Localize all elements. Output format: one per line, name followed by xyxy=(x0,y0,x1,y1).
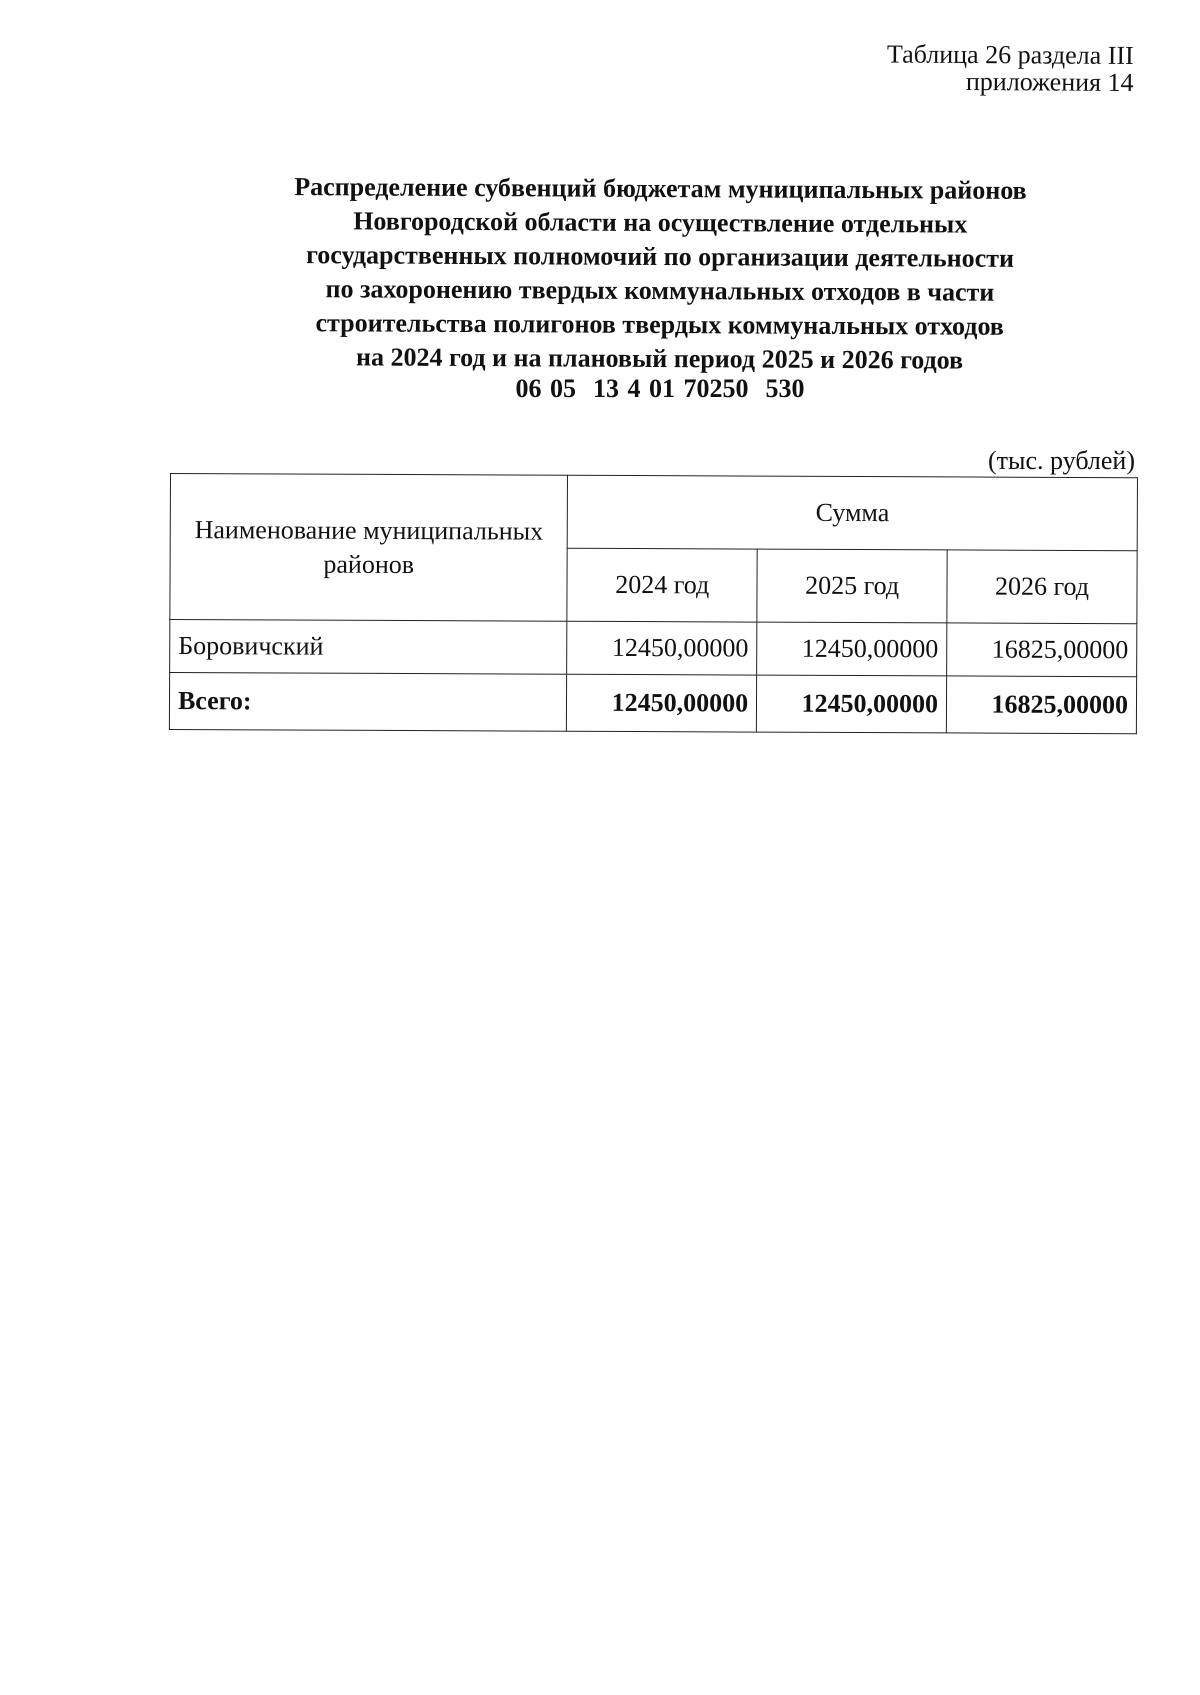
title-line: Распределение субвенций бюджетам муниципальных районов xyxy=(294,172,1027,205)
title-line: государственных полномочий по организации деятельности xyxy=(306,240,1015,273)
budget-classification-code: 06 05 13 4 01 70250 530 xyxy=(515,374,805,403)
amount-2026: 16825,00000 xyxy=(947,623,1137,677)
subvention-table xyxy=(169,473,1138,734)
units-label: (тыс. рублей) xyxy=(987,446,1135,475)
column-header-sum: Сумма xyxy=(567,475,1137,550)
subvention-table-wrapper xyxy=(169,473,1138,734)
table-row xyxy=(170,620,1137,677)
total-label: Всего: xyxy=(169,673,567,732)
total-2025: 12450,00000 xyxy=(757,675,947,733)
column-header-2025: 2025 год xyxy=(757,549,947,623)
amount-2025: 12450,00000 xyxy=(757,622,947,676)
title-line: на 2024 год и на плановый период 2025 и 2026 годов xyxy=(355,342,964,375)
column-header-2024: 2024 год xyxy=(567,548,757,622)
amount-2024: 12450,00000 xyxy=(567,621,757,675)
title-line: Новгородской области на осуществление отдельных xyxy=(353,206,968,239)
title-line: по захоронению твердых коммунальных отходов в части xyxy=(325,274,995,307)
title-line: строительства полигонов твердых коммунальных отходов xyxy=(315,308,1004,341)
document-title xyxy=(159,169,1160,378)
table-total-row xyxy=(169,673,1136,734)
total-2024: 12450,00000 xyxy=(567,674,757,732)
column-header-2026: 2026 год xyxy=(947,550,1137,624)
total-2026: 16825,00000 xyxy=(946,676,1136,734)
district-name: Боровичский xyxy=(170,620,567,675)
table-reference xyxy=(887,40,1134,96)
table-reference-line-2: приложения 14 xyxy=(966,66,1134,97)
table-reference-line-1: Таблица 26 раздела III xyxy=(887,39,1135,70)
column-header-districts: Наименование муниципальных районов xyxy=(170,474,568,622)
table-header-row xyxy=(170,474,1137,551)
